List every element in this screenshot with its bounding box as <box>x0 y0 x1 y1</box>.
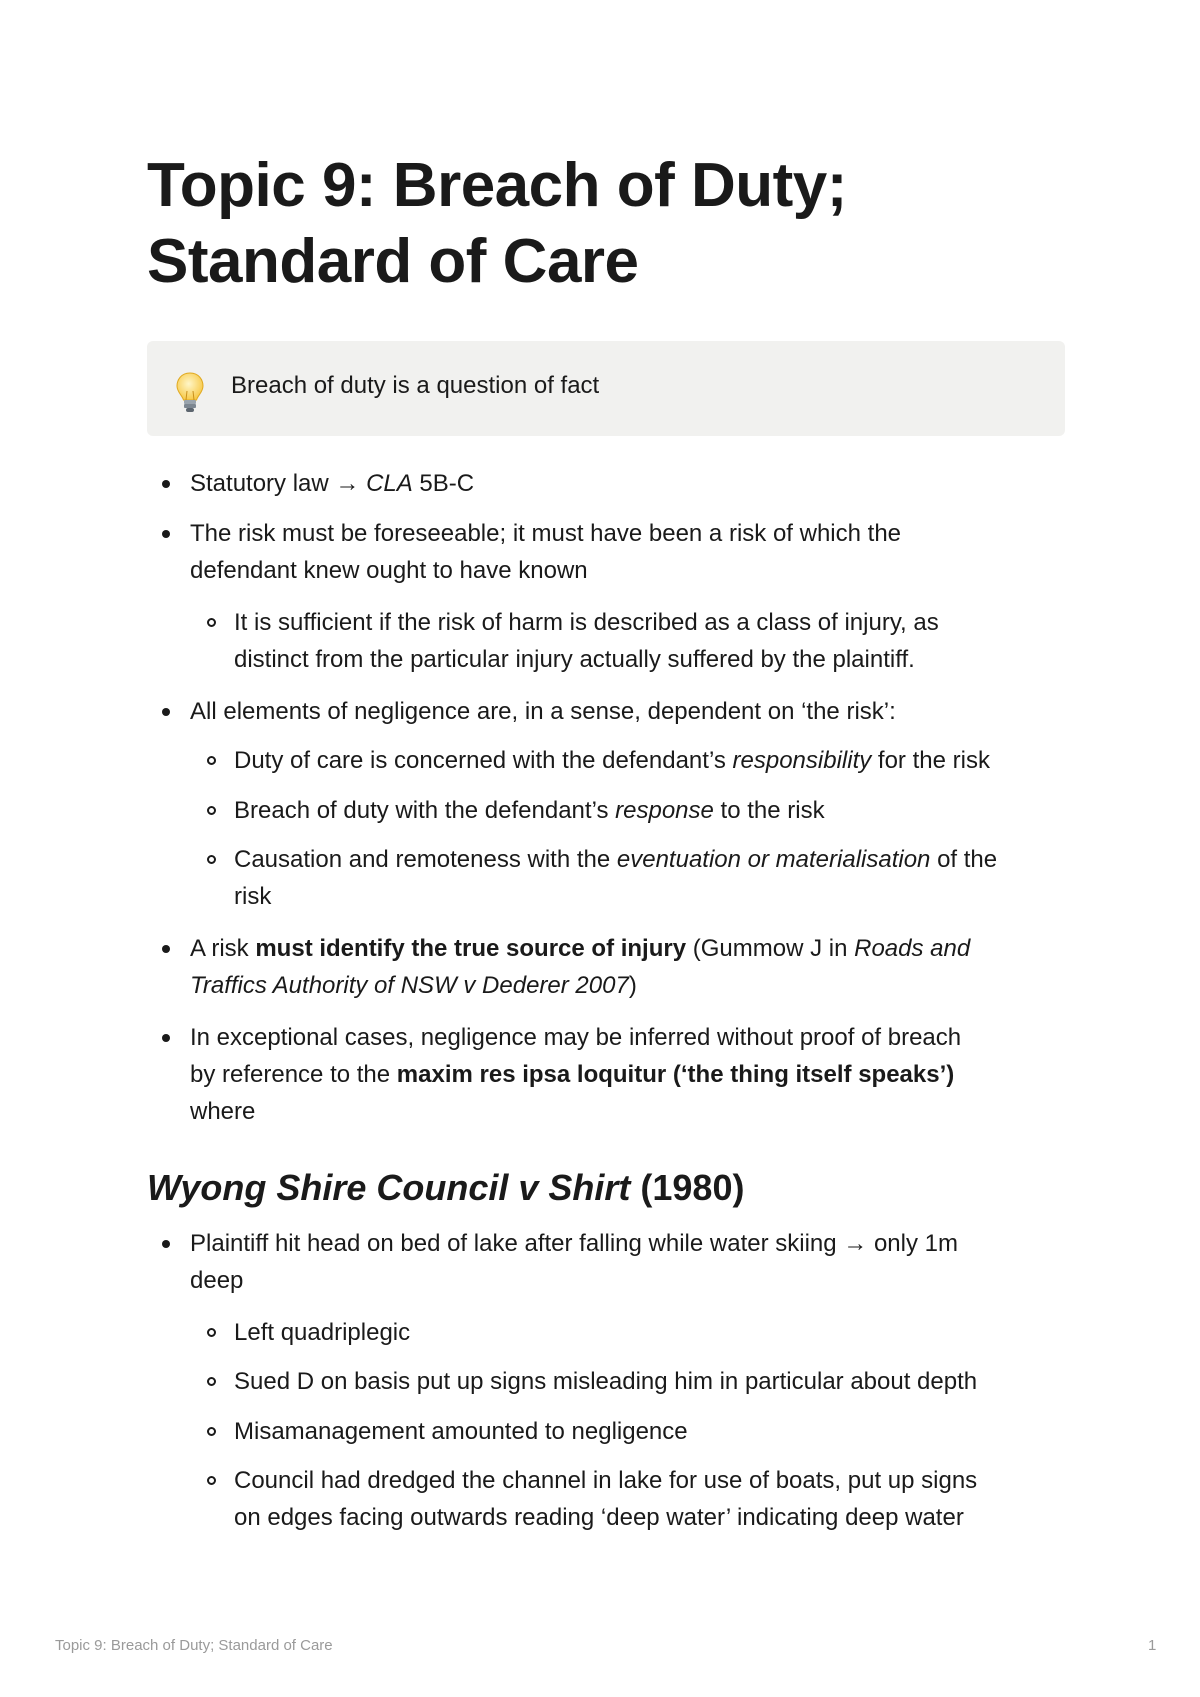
list-item-text: 5B-C <box>412 470 475 497</box>
bullet-ring <box>207 618 216 627</box>
list-item <box>190 930 1065 1004</box>
title-line-1: Topic 9: Breach of Duty; <box>147 151 847 220</box>
bullet-dot <box>162 480 170 488</box>
sub-list-item <box>234 792 1065 829</box>
heading-text: (1980) <box>630 1167 745 1208</box>
bullet-ring <box>207 855 216 864</box>
sub-list-item <box>234 1462 1065 1536</box>
bullet-ring <box>207 806 216 815</box>
list-item-italic: Traffics Authority of NSW v Dederer 2007 <box>190 972 629 999</box>
bullet-dot <box>162 1034 170 1042</box>
bullet-dot <box>162 708 170 716</box>
list-item-text: for the risk <box>871 747 990 774</box>
bullet-ring <box>207 1476 216 1485</box>
bullet-ring <box>207 756 216 765</box>
list-item-text: Sued D on basis put up signs misleading him in particular about depth <box>234 1368 978 1395</box>
callout-box <box>147 341 1065 436</box>
list-item-text: Statutory law → <box>190 470 367 497</box>
bullet-dot <box>162 1240 170 1248</box>
list-item <box>190 1225 1065 1299</box>
list-item-text: It is sufficient if the risk of harm is described as a class of injury, as <box>234 609 939 636</box>
list-item-text: to the risk <box>713 797 825 824</box>
list-item-text: where <box>190 1098 256 1125</box>
heading-italic: Wyong Shire Council v Shirt <box>147 1167 631 1208</box>
list-item-text: of the <box>930 846 998 873</box>
list-item-italic: CLA <box>366 470 413 497</box>
sub-list-item <box>234 1413 1065 1450</box>
lightbulb-icon <box>175 371 205 415</box>
list-item-text: Causation and remoteness with the <box>234 846 617 873</box>
list-item-text: The risk must be foreseeable; it must have been a risk of which the <box>190 520 902 547</box>
list-item-text: Council had dredged the channel in lake for use of boats, put up signs <box>234 1467 978 1494</box>
list-item-bold: must identify the true source of injury <box>255 935 687 962</box>
callout-text: Breach of duty is a question of fact <box>231 372 600 399</box>
list-item-text: All elements of negligence are, in a sense, dependent on ‘the risk’: <box>190 698 896 725</box>
bullet-ring <box>207 1427 216 1436</box>
list-item-text: distinct from the particular injury actually suffered by the plaintiff. <box>234 646 915 673</box>
title-line-2: Standard of Care <box>147 227 639 296</box>
page-title <box>147 148 1067 300</box>
list-item-italic: eventuation or materialisation <box>616 846 931 873</box>
list-item-text: (Gummow J in <box>686 935 855 962</box>
list-item-italic: response <box>615 797 714 824</box>
footer-doc-title: Topic 9: Breach of Duty; Standard of Care <box>55 1637 333 1654</box>
list-item-text: deep <box>190 1267 244 1294</box>
list-item <box>190 693 1065 730</box>
bullet-ring <box>207 1328 216 1337</box>
list-item-text: on edges facing outwards reading ‘deep water’ indicating deep water <box>234 1504 964 1531</box>
section-heading <box>147 1164 744 1212</box>
sub-list-item <box>234 1314 1065 1351</box>
list-item <box>190 1019 1065 1130</box>
list-item-text: In exceptional cases, negligence may be inferred without proof of breach <box>190 1024 962 1051</box>
list-item-text: risk <box>234 883 272 910</box>
sub-list-item <box>234 841 1065 915</box>
list-item-bold: maxim res ipsa loquitur (‘the thing itself speaks’) <box>396 1061 955 1088</box>
list-item <box>190 515 1065 589</box>
list-item <box>190 465 1065 502</box>
sub-list-item <box>234 742 1065 779</box>
sub-list-item <box>234 604 1065 678</box>
list-item-text: A risk <box>190 935 256 962</box>
sub-list-item <box>234 1363 1065 1400</box>
footer-page-number: 1 <box>1148 1637 1157 1654</box>
list-item-text: by reference to the <box>190 1061 397 1088</box>
bullet-dot <box>162 530 170 538</box>
bullet-dot <box>162 945 170 953</box>
list-item-text: Plaintiff hit head on bed of lake after falling while water skiing → only 1m <box>190 1230 958 1257</box>
list-item-text: Duty of care is concerned with the defendant’s <box>234 747 733 774</box>
list-item-italic: responsibility <box>732 747 872 774</box>
list-item-text: ) <box>628 972 637 999</box>
list-item-text: Breach of duty with the defendant’s <box>234 797 616 824</box>
list-item-text: Misamanagement amounted to negligence <box>234 1418 688 1445</box>
bullet-ring <box>207 1377 216 1386</box>
list-item-text: Left quadriplegic <box>234 1319 411 1346</box>
list-item-italic: Roads and <box>854 935 971 962</box>
list-item-text: defendant knew ought to have known <box>190 557 588 584</box>
